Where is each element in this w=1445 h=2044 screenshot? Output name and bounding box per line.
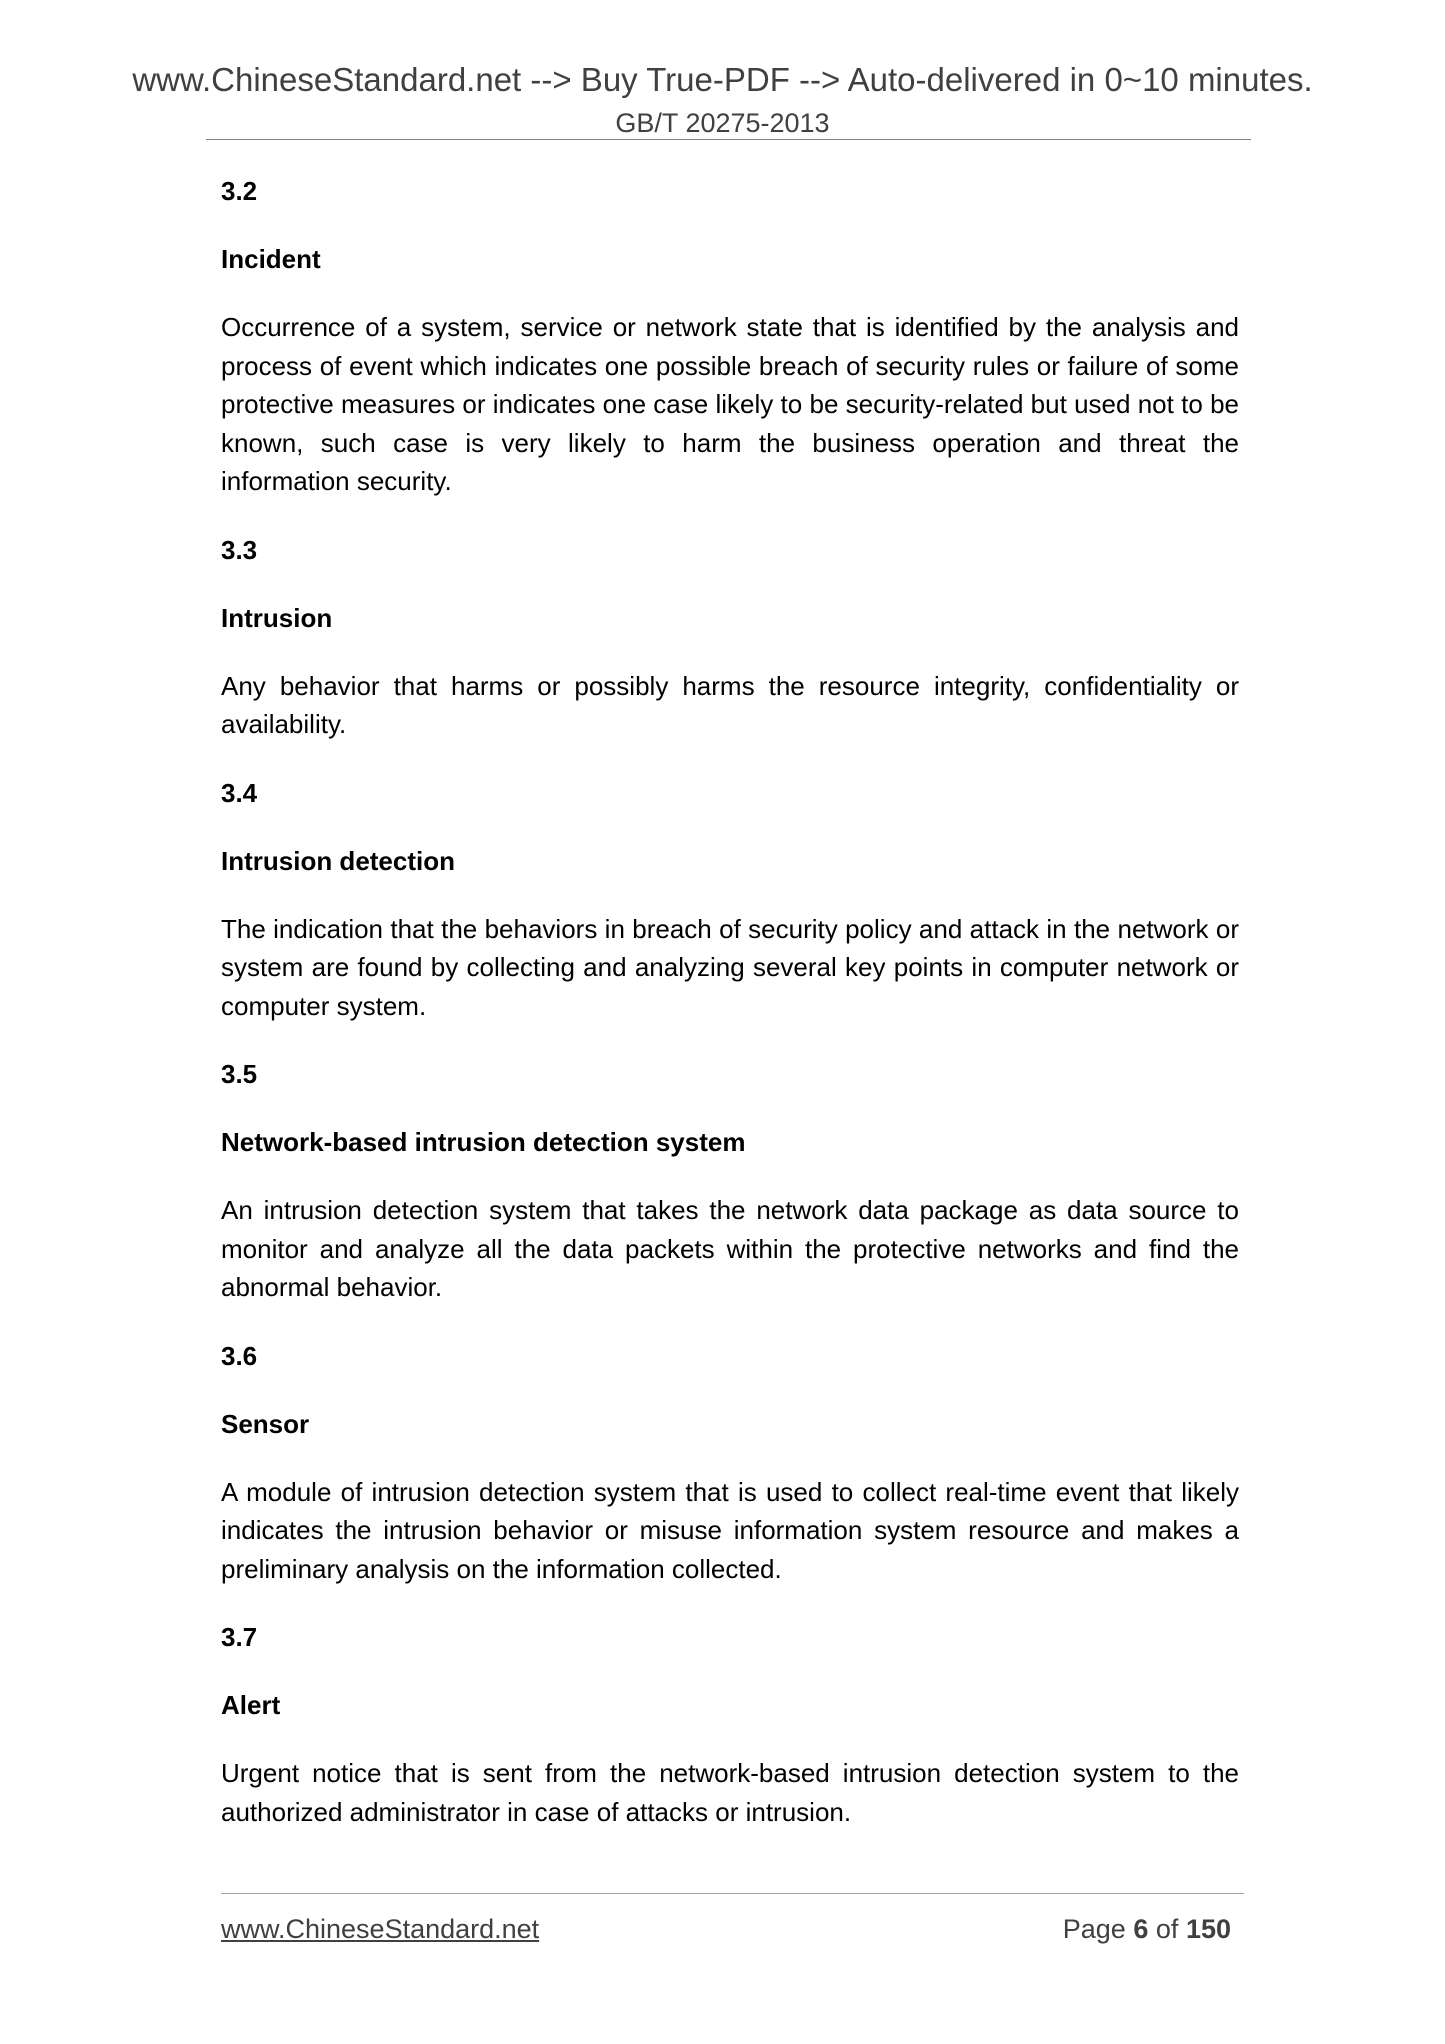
section-term: Alert bbox=[221, 1690, 281, 1720]
section-3-6 bbox=[221, 1337, 1239, 1589]
section-3-4 bbox=[221, 774, 1239, 1026]
standard-code: GB/T 20275-2013 bbox=[615, 108, 830, 138]
section-3-2 bbox=[221, 172, 1239, 501]
section-number: 3.6 bbox=[221, 1340, 258, 1371]
page-total: 150 bbox=[1185, 1914, 1231, 1944]
section-term: Incident bbox=[221, 244, 321, 274]
footer-divider bbox=[221, 1893, 1244, 1894]
page-current: 6 bbox=[1133, 1914, 1149, 1944]
section-definition: Occurrence of a system, service or network state that is identified by the analysis and process of event which indicates one possible breach of security rules or failure of some protective measures or indicates one case likely to be security-related but used not to be known, such case is very likely to harm the business operation and threat the information security. bbox=[221, 312, 1239, 496]
section-3-7 bbox=[221, 1618, 1239, 1831]
section-definition: A module of intrusion detection system that is used to collect real-time event that likely indicates the intrusion behavior or misuse information system resource and makes a preliminary analysis on the information collected. bbox=[221, 1476, 1239, 1584]
header-banner[interactable]: www.ChineseStandard.net --> Buy True-PDF --> Auto-delivered in 0~10 minutes. bbox=[132, 61, 1313, 98]
section-number: 3.2 bbox=[221, 176, 258, 206]
section-term: Intrusion detection bbox=[221, 845, 455, 876]
page-prefix: Page bbox=[1062, 1914, 1126, 1944]
page-of: of bbox=[1155, 1914, 1179, 1944]
section-definition: Any behavior that harms or possibly harms the resource integrity, confidentiality or availability. bbox=[221, 670, 1239, 739]
header-divider bbox=[206, 139, 1251, 140]
section-number: 3.5 bbox=[221, 1059, 258, 1089]
section-3-5 bbox=[221, 1055, 1239, 1307]
footer-website-link[interactable]: www.ChineseStandard.net bbox=[221, 1914, 540, 1944]
section-number: 3.7 bbox=[221, 1622, 258, 1652]
section-definition: An intrusion detection system that takes the network data package as data source to monitor and analyze all the data packets within the protective networks and find the abnormal behavior. bbox=[221, 1195, 1239, 1302]
section-definition: The indication that the behaviors in breach of security policy and attack in the network or system are found by collecting and analyzing several key points in computer network or computer system. bbox=[221, 913, 1239, 1021]
section-number: 3.4 bbox=[221, 777, 258, 808]
document-body bbox=[221, 172, 1239, 1861]
section-number: 3.3 bbox=[221, 534, 258, 565]
section-term: Network-based intrusion detection system bbox=[221, 1127, 746, 1157]
section-3-3 bbox=[221, 531, 1239, 744]
section-term: Sensor bbox=[221, 1408, 310, 1439]
section-term: Intrusion bbox=[221, 602, 333, 633]
section-definition: Urgent notice that is sent from the network-based intrusion detection system to the authorized administrator in case of attacks or intrusion. bbox=[221, 1758, 1239, 1827]
page-number-indicator bbox=[1063, 1911, 1231, 1947]
